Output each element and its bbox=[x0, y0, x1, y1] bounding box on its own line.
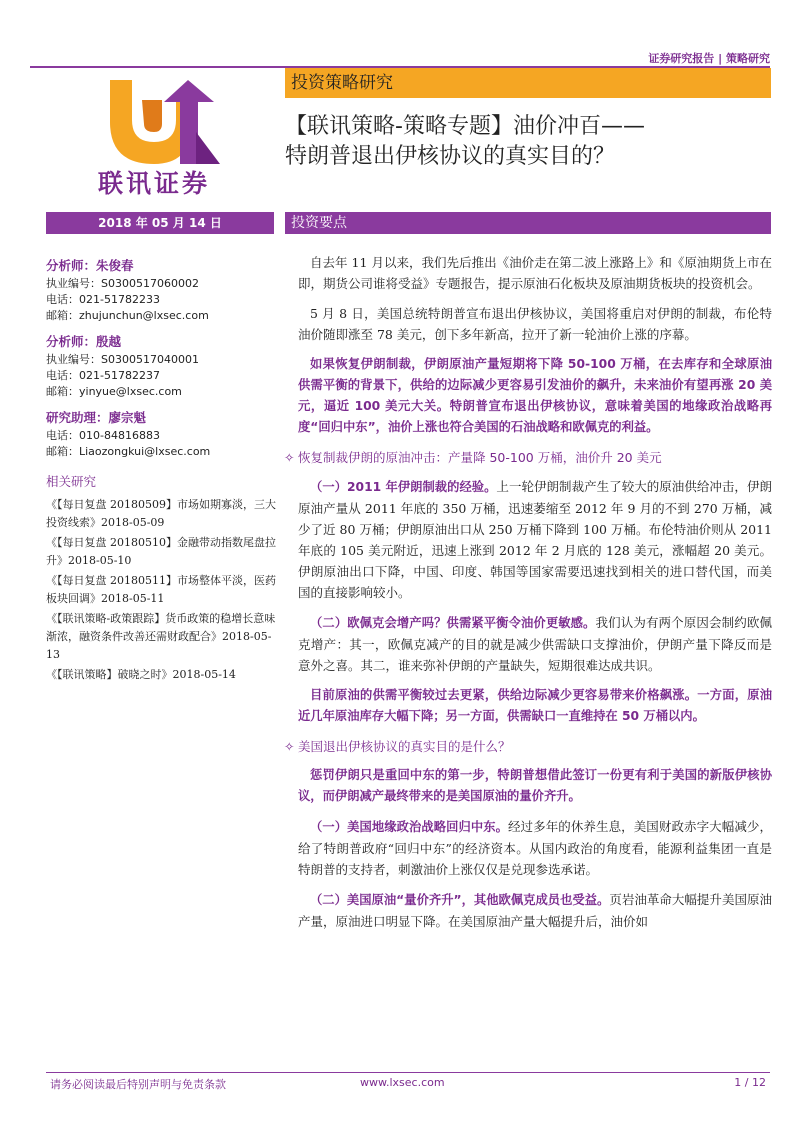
assistant-email[interactable]: 邮箱：Liaozongkui@lxsec.com bbox=[46, 445, 211, 458]
section-heading bbox=[284, 736, 772, 757]
investment-points-title: 投资要点 bbox=[285, 212, 771, 234]
analyst-phone: 电话：021-51782237 bbox=[46, 369, 160, 382]
related-research-item[interactable]: 《【每日复盘 20180511】市场整体平淡，医药板块回调》2018-05-11 bbox=[46, 574, 276, 605]
analyst-email[interactable]: 邮箱：yinyue@lxsec.com bbox=[46, 385, 182, 398]
analyst-name: 分析师：朱俊春 bbox=[46, 258, 134, 273]
paragraph-lead: （二）美国原油“量价齐升”，其他欧佩克成员也受益。 bbox=[310, 893, 610, 907]
footer-divider bbox=[46, 1072, 770, 1073]
paragraph-body: 我们认为有两个原因会制约欧佩克增产：其一，欧佩克减产的目的就是减少供需缺口支撑油价，伊朗产量下降反而是意外之喜。其二，谁来弥补伊朗的产量缺失，短期很难达成共识。 bbox=[298, 615, 772, 673]
analyst-block bbox=[46, 334, 281, 400]
highlight-paragraph: 惩罚伊朗只是重回中东的第一步，特朗普想借此签订一份更有利于美国的新版伊核协议，而伊朗减产最终带来的是美国原油的量价齐升。 bbox=[298, 768, 772, 803]
related-research-item[interactable]: 《【联讯策略-政策跟踪】货币政策的稳增长意味渐浓，融资条件改善还需财政配合》2018-05-13 bbox=[46, 612, 276, 661]
paragraph bbox=[298, 816, 772, 880]
paragraph-lead: （一）美国地缘政治战略回归中东。 bbox=[310, 820, 508, 834]
assistant-name: 研究助理：廖宗魁 bbox=[46, 410, 147, 425]
analyst-cert: 执业编号：S0300517060002 bbox=[46, 277, 199, 290]
page-number: 1 / 12 bbox=[734, 1076, 766, 1089]
paragraph bbox=[298, 612, 772, 676]
paragraph-body: 上一轮伊朗制裁产生了较大的原油供给冲击，伊朗原油产量从 2011 年底的 350 万桶，迅速萎缩至 2012 年 9 月的不到 270 万桶，减少了近 80 万桶；伊朗原油出口从 250 万桶下降到 100 万桶。布伦特油价则从 2011 年底的 105 美元附近，迅速上涨到 2012 年 2 月底的 128 美元，涨幅超 20 美元。伊朗原油出口下降，中国、印度、韩国等国家需要迅速找到相关的进口替代国，而美国的直接影响较小。 bbox=[298, 479, 772, 600]
sidebar bbox=[46, 258, 281, 686]
analyst-phone: 电话：021-51782233 bbox=[46, 293, 160, 306]
main-content bbox=[284, 252, 772, 941]
assistant-block bbox=[46, 410, 281, 460]
section-heading-text: 恢复制裁伊朗的原油冲击：产量降 50-100 万桶，油价升 20 美元 bbox=[298, 450, 662, 465]
paragraph bbox=[298, 476, 772, 603]
analyst-block bbox=[46, 258, 281, 324]
highlight-paragraph: 目前原油的供需平衡较过去更紧，供给边际减少更容易带来价格飙涨。一方面，原油近几年原油库存大幅下降；另一方面，供需缺口一直维持在 50 万桶以内。 bbox=[298, 688, 772, 723]
paragraph-lead: （二）欧佩克会增产吗？供需紧平衡令油价更敏感。 bbox=[310, 616, 596, 630]
report-type-label: 证券研究报告 | 策略研究 bbox=[648, 52, 770, 65]
analyst-name: 分析师：殷越 bbox=[46, 334, 122, 349]
paragraph-body: 经过多年的休养生息，美国财政赤字大幅减少，给了特朗普政府“回归中东”的经济资本。从国内政治的角度看，能源利益集团一直是特朗普的支持者，刺激油价上涨仅仅是兑现参选承诺。 bbox=[298, 819, 772, 877]
footer-website[interactable]: www.lxsec.com bbox=[360, 1076, 445, 1089]
analyst-email[interactable]: 邮箱：zhujunchun@lxsec.com bbox=[46, 309, 209, 322]
section-heading-text: 美国退出伊核协议的真实目的是什么？ bbox=[298, 739, 511, 754]
related-research-item[interactable]: 《【每日复盘 20180510】金融带动指数尾盘拉升》2018-05-10 bbox=[46, 536, 276, 567]
category-bar: 投资策略研究 bbox=[285, 68, 771, 98]
paragraph-body: 页岩油革命大幅提升美国原油产量，原油进口明显下降。在美国原油产量大幅提升后，油价如 bbox=[298, 892, 772, 929]
title-line-1: 【联讯策略-策略专题】油价冲百—— bbox=[285, 114, 645, 139]
diamond-bullet-icon: ✧ bbox=[284, 739, 295, 754]
logo-text: 联讯证券 bbox=[98, 169, 211, 198]
related-research-item[interactable]: 《【联讯策略】破晓之时》2018-05-14 bbox=[46, 668, 236, 681]
report-title bbox=[285, 112, 775, 172]
analyst-cert: 执业编号：S0300517040001 bbox=[46, 353, 199, 366]
footer-disclaimer[interactable]: 请务必阅读最后特别声明与免责条款 bbox=[50, 1078, 226, 1091]
section-heading bbox=[284, 447, 772, 468]
report-date: 2018 年 05 月 14 日 bbox=[46, 212, 274, 234]
highlight-paragraph: 如果恢复伊朗制裁，伊朗原油产量短期将下降 50-100 万桶，在去库存和全球原油供需平衡的背景下，供给的边际减少更容易引发油价的飙升，未来油价有望再涨 20 美元，逼近 100 美元大关。特朗普宣布退出伊核协议，意味着美国的地缘政治战略再度“回归中东”，油价上涨也符合美国的石油战略和欧佩克的利益。 bbox=[298, 357, 772, 434]
diamond-bullet-icon: ✧ bbox=[284, 450, 295, 465]
paragraph: 自去年 11 月以来，我们先后推出《油价走在第二波上涨路上》和《原油期货上市在即，期货公司谁将受益》专题报告，提示原油石化板块及原油期货板块的投资机会。 bbox=[298, 255, 772, 291]
related-research-title: 相关研究 bbox=[46, 474, 97, 489]
title-line-2: 特朗普退出伊核协议的真实目的？ bbox=[285, 144, 616, 169]
paragraph: 5 月 8 日，美国总统特朗普宣布退出伊核协议，美国将重启对伊朗的制裁，布伦特油价随即涨至 78 美元，创下多年新高，拉开了新一轮油价上涨的序幕。 bbox=[298, 306, 772, 342]
related-research-item[interactable]: 《【每日复盘 20180509】市场如期寡淡，三大投资线索》2018-05-09 bbox=[46, 498, 276, 529]
paragraph-lead: （一）2011 年伊朗制裁的经验。 bbox=[310, 480, 497, 494]
paragraph bbox=[298, 889, 772, 932]
assistant-phone: 电话：010-84816883 bbox=[46, 429, 160, 442]
